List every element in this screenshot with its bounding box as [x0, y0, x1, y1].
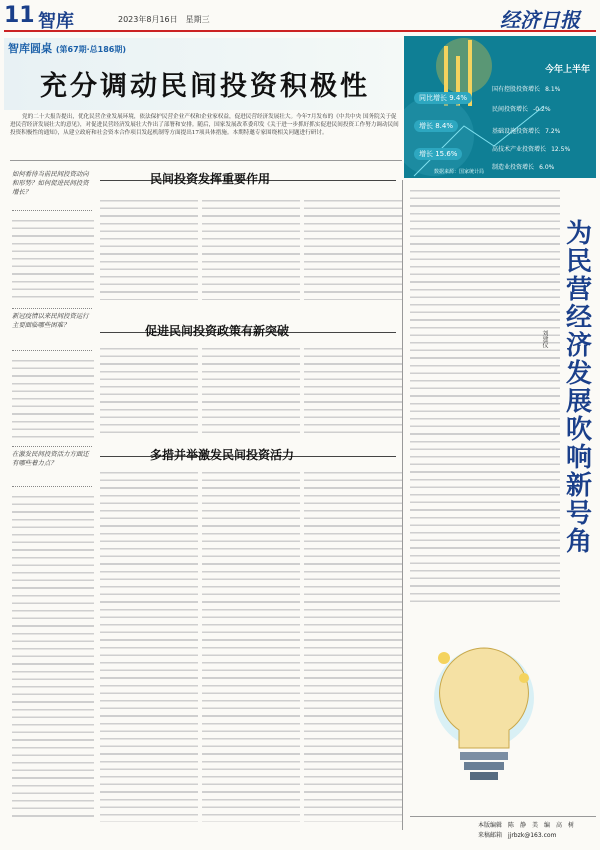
column-issue: (第67期·总186期)	[55, 45, 127, 54]
right-article-body	[410, 186, 560, 606]
footer-email: 来稿邮箱 jjrbzk@163.com	[478, 832, 557, 839]
question-3: 在激发民间投资活力方面还有哪些着力点？	[12, 450, 89, 467]
question-divider	[12, 350, 92, 351]
right-article-author: 刘建仪	[541, 330, 548, 348]
body-column-1d	[304, 196, 402, 300]
infographic-title: 今年上半年	[544, 65, 590, 75]
question-divider	[12, 446, 92, 447]
body-column-3b	[100, 468, 198, 822]
column-title: 智库圆桌	[8, 42, 52, 55]
info-value: 6.0%	[539, 164, 555, 171]
column-divider	[402, 180, 403, 830]
body-column-1c	[202, 196, 300, 300]
footer-rule	[410, 816, 596, 817]
body-column-2a	[12, 356, 94, 438]
publication-date: 2023年8月16日 星期三	[118, 15, 210, 24]
info-label: 基础设施投资增长	[492, 128, 541, 135]
info-row-2	[492, 96, 551, 115]
section-1-title: 民间投资发挥重要作用	[150, 172, 271, 186]
body-column-3a	[12, 492, 94, 822]
info-label: 民间投资增长	[492, 106, 529, 113]
investment-infographic	[404, 36, 596, 178]
info-pill: 增长 8.4%	[414, 120, 458, 132]
body-column-1a	[12, 216, 94, 300]
info-value: 8.1%	[545, 86, 561, 93]
info-row-1	[492, 76, 560, 95]
right-article-title: 为民营经济发展吹响新号角	[566, 219, 593, 557]
footer-editor: 本版编辑 陈 静 美 编 高 树	[478, 822, 575, 829]
section-2-title: 促进民间投资政策有新突破	[145, 324, 290, 338]
body-column-2d	[304, 344, 402, 438]
info-pill: 增长 15.6%	[414, 148, 462, 160]
body-column-1b	[100, 196, 198, 300]
info-value: -0.2%	[533, 106, 551, 113]
lead-divider	[10, 160, 402, 161]
question-divider	[12, 308, 92, 309]
info-row-4	[492, 136, 570, 155]
info-value: 7.2%	[545, 128, 561, 135]
info-row-5	[492, 154, 554, 173]
info-row-3	[492, 118, 560, 137]
info-label: 高技术产业投资增长	[492, 146, 547, 153]
lightbulb-icon	[424, 628, 544, 808]
column-name	[8, 40, 126, 56]
question-divider	[12, 486, 92, 487]
page-headline: 充分调动民间投资积极性	[40, 71, 370, 102]
newspaper-logo: 经济日报	[500, 8, 580, 32]
info-value: 12.5%	[551, 146, 571, 153]
section-3-title: 多措并举激发民间投资活力	[150, 448, 295, 462]
question-2: 新冠疫情以来民间投资运行主要面临哪些困难？	[12, 312, 89, 329]
body-column-3c	[202, 468, 300, 822]
page-section-name: 智库	[38, 11, 74, 32]
info-label: 制造业投资增长	[492, 164, 535, 171]
lead-paragraph: 党的二十大报告提出，优化民营企业发展环境，依法保护民营企业产权和企业家权益，促进民营经济发展壮大。今年7月发布的《中共中央 国务院关于促进民营经济发展壮大的意见》，对促进民营经济发展壮大作出了部署和安排。随后，国家发展改革委印发《关于进一步抓好抓实促进民间投资工作努力调动民间投资积极性的通知》，从建立政府和社会资本合作项目发起机制等方面提出17项具体措施。本期特邀专家围绕相关问题进行研讨。	[10, 114, 399, 136]
question-1: 如何看待当前民间投资动向和形势？如何促进民间投资增长？	[12, 170, 89, 196]
info-pill: 同比增长 9.4%	[414, 92, 472, 104]
body-column-2c	[202, 344, 300, 438]
info-label: 国有控股投资增长	[492, 86, 541, 93]
body-column-2b	[100, 344, 198, 438]
question-divider	[12, 210, 92, 211]
page-number: 11	[4, 3, 35, 28]
body-column-3d	[304, 468, 402, 822]
infographic-source: 数据来源：国家统计局	[434, 169, 485, 175]
